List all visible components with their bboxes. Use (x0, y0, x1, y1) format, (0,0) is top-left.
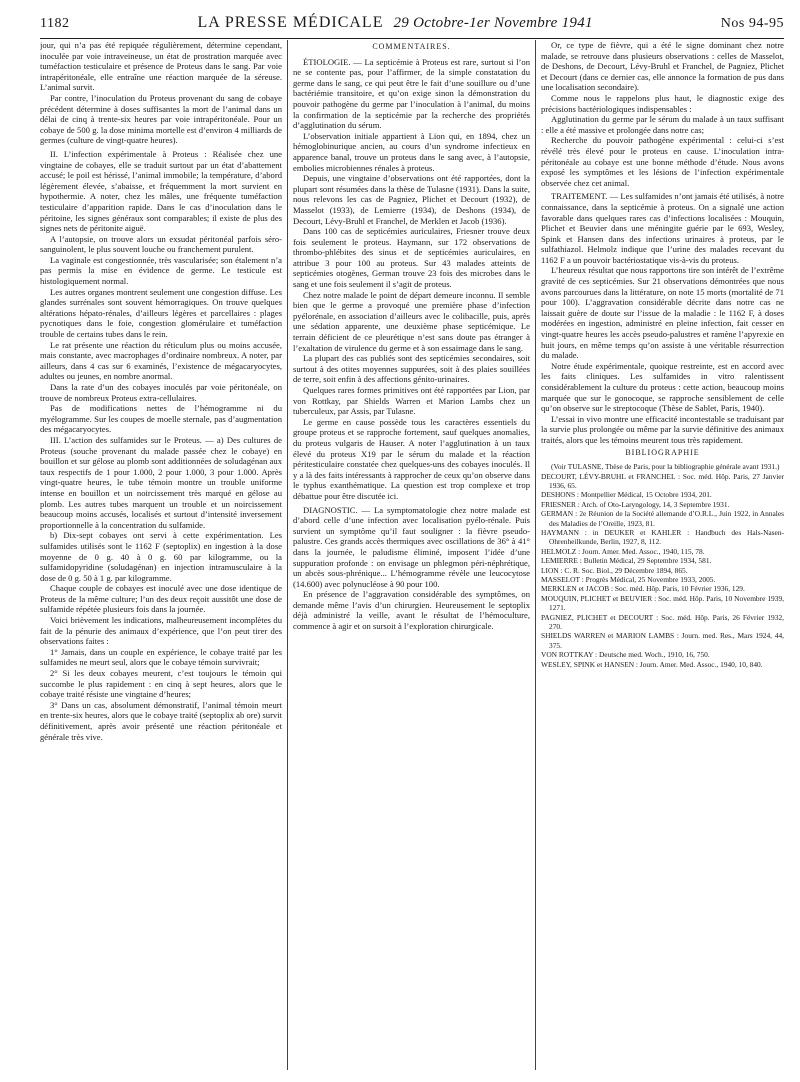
bibliography-entry: LEMIERRE : Bulletin Médical, 29 Septembre 1934, 581. (541, 556, 712, 566)
page-number: 1182 (40, 16, 70, 31)
column-3 (536, 40, 784, 1070)
paragraph: Dans la rate d’un des cobayes inoculés par voie péritonéale, on trouve de nombreux Proteus extra-cellulaires. (40, 382, 282, 403)
paragraph: Depuis, une vingtaine d’observations ont été rapportées, dont la plupart sont résumées dans la thèse de Tulasne (1931). Dans la suite, nous relevons les cas de Pagniez, Plichet et Decourt (1932), de Masselot (1933), de Lemierre (1934), de Deshons (1934), de Decourt, Lévy-Bruhl et Franchel, de Merklen et Jacob (1936). (293, 173, 530, 226)
paragraph: II. L’infection expérimentale à Proteus : Réalisée chez une vingtaine de cobayes, elle se traduit surtout par un état d’abattement accusé; le poil est hérissé, l’animal immobile; la température, d’abord légèrement élevée, s’abaisse, et fréquemment la mort survient en hypothermie. A noter, chez les mâles, une fréquente tuméfaction testiculaire d’apparition rapide. Dans le cas d’inoculation dans le péritoine, les signes généraux sont comparables; il existe de plus des signes nets de péritonite aiguë. (40, 148, 282, 234)
bibliography-entry: HAYMANN : in DEUKER et KAHLER : Handbuch des Hals-Nasen-Ohrenheilkunde, Berlin, 1927, 8, 112. (541, 528, 784, 547)
paragraph: Pas de modifications nettes de l’hémogramme ni du myélogramme. Sur les coupes de moelle sternale, pas d’augmentation des mégacaryocytes. (40, 403, 282, 435)
bibliography-note: (Voir TULASNE, Thèse de Paris, pour la bibliographie générale avant 1931.) (551, 462, 780, 472)
bibliography-entry: MOUQUIN, PLICHET et BEUVIER : Soc. méd. Hôp. Paris, 10 Novembre 1939, 1271. (541, 593, 784, 613)
bibliography-entry: LION : C. R. Soc. Biol., 29 Décembre 1894, 865. (541, 565, 688, 575)
bibliography-entry: DECOURT, LÉVY-BRUHL et FRANCHEL : Soc. méd. Hôp. Paris, 27 Janvier 1936, 65. (541, 471, 784, 490)
bibliography-list (541, 462, 784, 669)
paragraph: Notre étude expérimentale, quoique restreinte, est en accord avec les faits cliniques. Les sulfamides in vitro ralentissent considérablement la culture du proteus : cette action, beaucoup moins marquée que sur le gonocoque, se rapproche sensiblement de celle qu’on observe sur le streptocoque (Thèse de Sablet, Paris, 1940). (541, 360, 784, 414)
paragraph: A l’autopsie, on trouve alors un exsudat péritonéal parfois séro-sanguinolent, le plus souvent louche ou franchement purulent. (40, 233, 282, 255)
issue-number: Nos 94-95 (720, 16, 784, 31)
paragraph: b) Dix-sept cobayes ont servi à cette expérimentation. Les sulfamides utilisés sont le 1162 F (septoplix) en ingestion à la dose moyenne de 0 g. 40 à 0 g. 60 par kilogramme, ou la sulfamidopyridine (soludagénan) en injection intramusculaire à la dose de 0 g. 50 à 1 g. par kilogramme. (40, 530, 282, 583)
bibliography-entry: WESLEY, SPINK et HANSEN : Journ. Amer. Med. Assoc., 1940, 10, 840. (541, 659, 763, 669)
paragraph: ÉTIOLOGIE. — La septicémie à Proteus est rare, surtout si l’on ne se contente pas, pour l’affirmer, de la simple constatation du germe dans le sang, ce qui peut être le fait d’une souillure ou d’une bactériémie transitoire, et qu’on exige sinon la démonstration du pouvoir pathogène du germe par l’inoculation à l’animal, du moins la confirmation de la septicémie par la recherche des propriétés d’agglutination du sérum. (293, 56, 530, 131)
bibliography-entry: FRIESNER : Arch. of Oto-Laryngology, 14, 3 Septembre 1931. (541, 499, 730, 509)
issue-date: 29 Octobre-1er Novembre 1941 (393, 15, 593, 31)
paragraph: La plupart des cas publiés sont des septicémies secondaires, soit surtout à des otites moyennes suppurées, soit à des plaies souillées de terre, soit enfin à des affections génito-urinaires. (293, 353, 530, 385)
bibliography-entry: MERKLEN et JACOB : Soc. méd. Hôp. Paris, 10 Février 1936, 129. (541, 584, 745, 594)
paragraph: Quelques rares formes primitives ont été rapportées par Lion, par von Rottkay, par Shields Warren et Marion Lambs chez un tuberculeux, par Assis, par Tulasne. (293, 385, 530, 417)
paragraph: Voici brièvement les indications, malheureusement incomplètes du fait de la pénurie des animaux d’expérience, que l’on peut tirer des observations faites : (40, 615, 282, 647)
bibliography-entry: HELMOLZ : Journ. Amer. Med. Assoc., 1940, 115, 78. (541, 546, 705, 556)
paragraph: Le rat présente une réaction du réticulum plus ou moins accusée, mais constante, avec macrophages d’ordinaire nombreux. A noter, par ailleurs, dans 4 cas sur 6 examinés, l’existence de mégacaryocytes, adultes ou jeunes, en nombre anormal. (40, 339, 282, 382)
page-header (40, 14, 784, 39)
paragraph: Les autres organes montrent seulement une congestion diffuse. Les glandes surrénales sont souvent hémorragiques. On trouve quelques altérations hépato-rénales, d’ailleurs légères et parcellaires : plages pycnotiques dans le foie, congestion glomérulaire et tuméfaction trouble de certains tubes dans le rein. (40, 286, 282, 340)
paragraph: Comme nous le rappelons plus haut, le diagnostic exige des précisions bactériologiques indispensables : (541, 92, 784, 114)
paragraph: Or, ce type de fièvre, qui a été le signe dominant chez notre malade, se retrouve dans plusieurs observations : celles de Masselot, de Deshons, de Decourt, Lévy-Bruhl et Franchel, de Pagniez, Plichet et Decourt (dans ce dernier cas, elle annonce la formation de pus dans une localisation secondaire). (541, 40, 784, 93)
paragraph: L’observation initiale appartient à Lion qui, en 1894, chez un hémoglobinurique ancien, au cours d’un syndrome infectieux en apparence banal, trouve un proteus dans le sang avec, à l’autopsie, embolies microbiennes rénales à proteus. (293, 130, 530, 173)
column-1 (40, 40, 288, 1070)
paragraph: En présence de l’aggravation considérable des symptômes, on demande même l’avis d’un chirurgien. Heureusement le septoplix déjà administré la veille, avant le résultat de l’hémoculture, commence à agir et on sursoit à l’exploration chirurgicale. (293, 589, 530, 632)
list-item: 1° Jamais, dans un couple en expérience, le cobaye traité par les sulfamides ne meurt seul, alors que le cobaye témoin survivrait; (40, 646, 282, 668)
section-title: COMMENTAIRES. (372, 42, 451, 51)
journal-title: LA PRESSE MÉDICALE (197, 14, 384, 31)
paragraph: Par contre, l’inoculation du Proteus provenant du sang de cobaye précédent détermine à doses suffisantes la mort de l’animal dans un délai de cinq à trente-six heures par voie intrapéritonéale. Pour un cobaye de 500 g. la dose minima mortelle est d’environ 4 milliards de germes (culture de vingt-quatre heures). (40, 92, 282, 146)
paragraph: III. L’action des sulfamides sur le Proteus. — a) Des cultures de Proteus (souche provenant du malade passée chez le cobaye) en bouillon et sur gélose au plomb sont additionnées de soludagénan aux taux respectifs de 1 pour 1.000, 2 pour 1.000, 3 pour 1.000. Après vingt-quatre heures, le tube témoin montre un trouble uniforme intense en bouillon et un noircissement très marqué en gélose au plomb. Les autres tubes marquent un trouble et un noircissement beaucoup moins accusés, localisés et surtout d’intensité inversement proportionnelle à la concentration du sulfamide. (40, 434, 282, 530)
paragraph: jour, qui n’a pas été repiquée régulièrement, détermine cependant, inoculée par voie intraveineuse, un état de prostration marquée avec tuméfaction testiculaire et présence de Proteus dans le sang. Par voie intrapéritonéale, elle entraîne une réaction marquée de la séreuse. L’animal survit. (40, 40, 282, 93)
paragraph: Recherche du pouvoir pathogène expérimental : celui-ci s’est révélé très élevé pour le proteus en cause. L’inoculation intra-péritonéale au cobaye est une bonne méthode d’étude. Nous avons exposé les symptômes et les lésions de l’infection expérimentale observée chez cet animal. (541, 135, 784, 188)
paragraph: Chaque couple de cobayes est inoculé avec une dose identique de Proteus de la même culture; l’un des deux reçoit aussitôt une dose de sulfamide répétée plusieurs fois dans la journée. (40, 583, 282, 615)
bibliography-entry: DESHONS : Montpellier Médical, 15 Octobre 1934, 201. (541, 490, 712, 500)
bibliography-entry: SHIELDS WARREN et MARION LAMBS : Journ. med. Res., Mars 1924, 44, 375. (541, 631, 784, 650)
article-columns (40, 40, 784, 1070)
journal-title-line (197, 14, 592, 32)
paragraph: L’heureux résultat que nous rapportons tire son intérêt de l’extrême gravité de ces septicémies. Sur 21 observations démontrées que nous avons parcourues dans la littérature, on note 15 morts (mortalité de 71 pour 100). L’aggravation considérable décrite dans notre cas ne laissait guère de doute sur l’issue de la maladie : le 1162 F, à doses modérées en ingestion, administré en pleine infection, fait cesser en vingt-quatre heures les accès pseudo-palustres et ramène l’apyrexie en huit jours, en même temps qu’on assiste à une véritable résurrection du malade. (541, 265, 784, 361)
bibliography-entry: GERMAN : 2e Réunion de la Société allemande d’O.R.L., Juin 1922, in Annales des Maladies de l’Oreille, 1923, 81. (541, 509, 784, 528)
paragraph: Agglutination du germe par le sérum du malade à un taux suffisant : elle a été massive et prolongée dans notre cas; (541, 114, 784, 135)
bibliography-entry: MASSELOT : Progrès Médical, 25 Novembre 1933, 2005. (541, 575, 716, 585)
bibliography-entry: VON ROTTKAY : Deutsche med. Woch., 1910, 16, 750. (541, 650, 710, 660)
bibliography-entry: PAGNIEZ, PLICHET et DECOURT : Soc. méd. Hôp. Paris, 26 Février 1932, 270. (541, 612, 784, 632)
paragraph: La vaginale est congestionnée, très vascularisée; son étalement n’a pas permis la mise en évidence de germe. Le testicule est histologiquement normal. (40, 254, 282, 287)
paragraph: Chez notre malade le point de départ demeure inconnu. Il semble bien que le germe a provoqué une première phase d’infection pyélorénale, en association d’ailleurs avec le colibacille, puis, après une sédation apparente, une deuxième phase septicémique. Le terrain déficient de ce pleurétique n’est sans doute pas étranger à l’exaltation de virulence du germe et à son essaimage dans le sang. (293, 289, 530, 353)
paragraph: DIAGNOSTIC. — La symptomatologie chez notre malade est d’abord celle d’une infection avec localisation pyélo-rénale. Puis survient un symptôme qu’il faut souligner : la fièvre pseudo-palustre. Ces grands accès thermiques avec oscillations de 36° à 41° dans la journée, le paludisme éliminé, imposent l’idée d’une suppuration profonde : on envisage un phlegmon péri-néphrétique, un abcès sous-phrénique... L’hémogramme révèle une leucocytose (14.600) avec polynucléose à 90 pour 100. (293, 504, 530, 589)
column-2 (288, 40, 536, 1070)
paragraph: TRAITEMENT. — Les sulfamides n’ont jamais été utilisés, à notre connaissance, dans la septicémie à proteus. On a signalé une action favorable dans quelques rares cas d’infections localisées : Mouquin, Plichet et Beuvier dans une méningite guérie par le 693, Wesley, Spink et Hansen dans des infections urinaires à proteus, par le sulfathiazol. Helmolz indique que l’urine des malades recevant du 1162 F a un pouvoir bactériostatique vis-à-vis du proteus. (541, 191, 784, 265)
list-item: 3° Dans un cas, absolument démonstratif, l’animal témoin meurt en trente-six heures, alors que le cobaye traité (septoplix ab ore) survit définitivement, après avoir présenté une réaction péritonéale et générale très vive. (40, 699, 282, 742)
bibliography-title: BIBLIOGRAPHIE (625, 447, 700, 457)
paragraph: Dans 100 cas de septicémies auriculaires, Friesner trouve deux fois seulement le proteus. Haymann, sur 172 observations de thrombo-phlébites des sinus et de septicémies auriculaires, en attribue 3 pour 100 au proteus. Sur 43 malades atteints de septicémies otogènes, German trouve 23 fois des microbes dans le sang et une fois seulement il s’agit de proteus. (293, 226, 530, 290)
paragraph: L’essai in vivo montre une efficacité incontestable se traduisant par la survie plus prolongée ou même par la survie définitive des animaux traités, alors que les témoins meurent tous très rapidement. (541, 413, 784, 445)
list-item: 2° Si les deux cobayes meurent, c’est toujours le témoin qui succombe le plus rapidement : en cinq à sept heures, alors que le cobaye traité résiste une vingtaine d’heures; (40, 668, 282, 700)
paragraph: Le germe en cause possède tous les caractères essentiels du groupe proteus et se rapproche fortement, sauf quelques anomalies, du proteus vulgaris de Hauser. A noter l’agglutination à un taux élevé du proteus X19 par le sérum du malade et la réaction péritesticulaire constatée chez quelques-uns des cobayes inoculés. Il y a là des faits intéressants à rapprocher de ceux qu’on observe dans le typhus exanthématique. La question est trop complexe et trop débattue pour être discutée ici. (293, 416, 530, 501)
